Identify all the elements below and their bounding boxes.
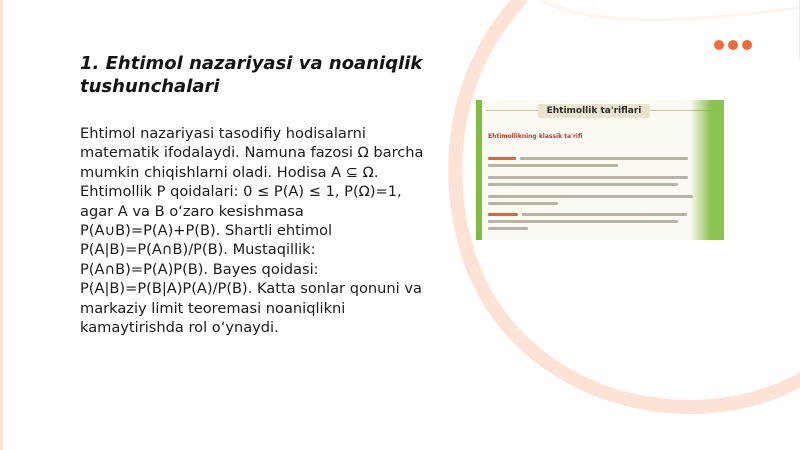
- dot-icon: [714, 40, 724, 50]
- image-heading: Ehtimollik ta'riflari: [538, 104, 650, 118]
- slide-title: 1. Ehtimol nazariyasi va noaniqlik tushunchalari: [80, 53, 423, 97]
- image-text-line: [488, 202, 558, 205]
- image-subheading: Ehtimollikning klassik ta'rifi: [488, 133, 583, 140]
- image-text-line: [488, 195, 693, 198]
- slide-body-text: Ehtimol nazariyasi tasodifiy hodisalarni matematik ifodalaydi. Namuna fazosi Ω barcha mumkin chiqishlarni oladi. Hodisa A ⊆ Ω. Ehtimollik P qoidalari: 0 ≤ P(A) ≤ 1, P(Ω)=1, agar A va B o‘zaro kesishmasa P(A∪B)=P(A)+P(B). Shartli ehtimol P(A|B)=P(A∩B)/P(B). Mustaqillik: P(A∩B)=P(A)P(B). Bayes qoidasi: P(A|B)=P(B|A)P(A)/P(B). Katta sonlar qonuni va markaziy limit teoremasi noaniqlikni kamaytirishda rol o‘ynaydi.: [80, 125, 424, 337]
- image-text-line: [488, 164, 618, 167]
- dot-icon: [728, 40, 738, 50]
- image-text-line: [488, 213, 518, 216]
- image-text-line: [488, 227, 528, 230]
- image-text-line: [488, 183, 678, 186]
- document-screenshot-image: [476, 100, 724, 240]
- image-text-line: [488, 157, 516, 160]
- dot-icon: [742, 40, 752, 50]
- menu-dots-icon: [714, 40, 752, 50]
- left-accent-line: [0, 0, 3, 450]
- image-right-border: [690, 100, 724, 240]
- image-text-line: [520, 157, 688, 160]
- image-text-line: [522, 213, 687, 216]
- image-left-border: [476, 100, 482, 240]
- image-text-line: [488, 220, 678, 223]
- image-text-line: [488, 176, 688, 179]
